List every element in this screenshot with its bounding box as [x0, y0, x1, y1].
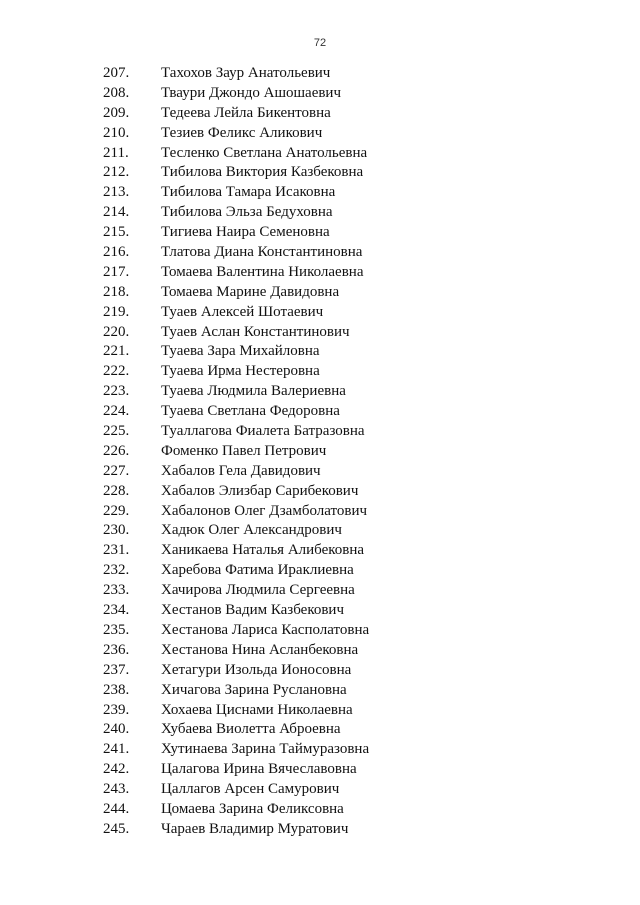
list-item-number: 222. — [103, 363, 130, 380]
list-item-number: 209. — [103, 104, 130, 121]
list-item-number: 239. — [103, 701, 130, 718]
list-item-name: Тахохов Заур Анатольевич — [161, 65, 331, 81]
list-item-name: Цомаева Зарина Феликсовна — [161, 800, 344, 817]
list-item-number: 233. — [103, 582, 130, 599]
list-item-number: 212. — [103, 164, 130, 181]
list-item-name: Тибилова Виктория Казбековна — [161, 164, 364, 181]
list-item-name: Хетагури Изольда Ионосовна — [161, 661, 352, 678]
list-item — [0, 701, 640, 721]
list-item — [0, 641, 640, 661]
list-item-number: 241. — [103, 741, 130, 758]
list-item — [0, 760, 640, 780]
list-item — [0, 601, 640, 621]
list-item-name: Туаллагова Фиалета Батразовна — [161, 423, 365, 440]
list-item-number: 242. — [103, 761, 130, 778]
list-item — [0, 382, 640, 402]
list-item-name: Томаева Марине Давидовна — [161, 283, 340, 300]
list-item — [0, 183, 640, 203]
name-list — [0, 64, 640, 840]
list-item-name: Тедеева Лейла Бикентовна — [161, 104, 331, 121]
list-item — [0, 780, 640, 800]
list-item-name: Хичагова Зарина Руслановна — [161, 681, 347, 698]
list-item — [0, 521, 640, 541]
list-item-number: 210. — [103, 124, 130, 141]
list-item-name: Хабалонов Олег Дзамболатович — [161, 502, 368, 519]
list-item — [0, 283, 640, 303]
list-item-number: 243. — [103, 781, 130, 798]
list-item — [0, 740, 640, 760]
list-item-number: 208. — [103, 84, 130, 101]
list-item-number: 229. — [103, 502, 130, 519]
list-item — [0, 342, 640, 362]
list-item-name: Ханикаева Наталья Алибековна — [161, 542, 365, 559]
list-item-number: 228. — [103, 482, 130, 499]
list-item-name: Тибилова Тамара Исаковна — [161, 184, 336, 201]
list-item-name: Фоменко Павел Петрович — [161, 442, 327, 459]
list-item-number: 240. — [103, 721, 130, 738]
list-item — [0, 800, 640, 820]
list-item-name: Хутинаева Зарина Таймуразовна — [161, 741, 370, 758]
list-item-number: 223. — [103, 383, 130, 400]
list-item-number: 227. — [103, 462, 130, 479]
list-item-name: Туаев Алексей Шотаевич — [161, 303, 324, 320]
list-item-number: 245. — [103, 820, 130, 837]
list-item-number: 215. — [103, 224, 130, 241]
list-item — [0, 621, 640, 641]
list-item-number: 220. — [103, 323, 130, 340]
list-item-number: 235. — [103, 621, 130, 638]
list-item-number: 231. — [103, 542, 130, 559]
list-item-name: Туаев Аслан Константинович — [161, 323, 350, 340]
list-item — [0, 124, 640, 144]
list-item-number: 213. — [103, 184, 130, 201]
list-item — [0, 84, 640, 104]
list-item — [0, 203, 640, 223]
list-item-name: Тигиева Наира Семеновна — [161, 224, 330, 241]
list-item — [0, 541, 640, 561]
list-item-name: Хадюк Олег Александрович — [161, 522, 342, 539]
list-item — [0, 362, 640, 382]
list-item-number: 232. — [103, 562, 130, 579]
list-item — [0, 502, 640, 522]
list-item-name: Туаева Светлана Федоровна — [161, 403, 340, 420]
list-item — [0, 661, 640, 681]
list-item-name: Цалагова Ирина Вячеславовна — [161, 761, 357, 778]
list-item-name: Тваури Джондо Ашошаевич — [161, 84, 342, 101]
list-item-name: Хабалов Элизбар Сарибекович — [161, 482, 359, 499]
list-item-name: Чараев Владимир Муратович — [161, 820, 349, 837]
list-item-name: Хестанова Лариса Касполатовна — [161, 621, 370, 638]
list-item — [0, 681, 640, 701]
list-item — [0, 263, 640, 283]
list-item-name: Туаева Зара Михайловна — [161, 343, 320, 360]
list-item — [0, 323, 640, 343]
list-item-number: 225. — [103, 423, 130, 440]
list-item-name: Хабалов Гела Давидович — [161, 462, 321, 479]
list-item-number: 221. — [103, 343, 130, 360]
list-item — [0, 581, 640, 601]
list-item — [0, 64, 640, 84]
list-item-name: Тесленко Светлана Анатольевна — [161, 144, 368, 161]
list-item — [0, 144, 640, 164]
list-item — [0, 223, 640, 243]
list-item-number: 238. — [103, 681, 130, 698]
list-item-name: Хестанов Вадим Казбекович — [161, 602, 345, 619]
list-item-number: 244. — [103, 800, 130, 817]
list-item-number: 218. — [103, 283, 130, 300]
list-item-number: 230. — [103, 522, 130, 539]
list-item-number: 237. — [103, 661, 130, 678]
page-number: 72 — [313, 37, 327, 49]
list-item-name: Тибилова Эльза Бедуховна — [161, 204, 333, 221]
list-item-number: 236. — [103, 641, 130, 658]
list-item-name: Томаева Валентина Николаевна — [161, 263, 364, 280]
list-item-name: Хохаева Циснами Николаевна — [161, 701, 353, 718]
list-item-number: 211. — [103, 144, 129, 161]
list-item-name: Тлатова Диана Константиновна — [161, 244, 363, 261]
list-item — [0, 104, 640, 124]
list-item — [0, 442, 640, 462]
list-item — [0, 561, 640, 581]
list-item-name: Туаева Людмила Валериевна — [161, 383, 346, 400]
list-item-name: Хубаева Виолетта Аброевна — [161, 721, 341, 738]
list-item — [0, 402, 640, 422]
list-item-number: 219. — [103, 303, 130, 320]
list-item-name: Харебова Фатима Ираклиевна — [161, 562, 354, 579]
list-item-number: 224. — [103, 403, 130, 420]
list-item — [0, 303, 640, 323]
list-item-name: Хестанова Нина Асланбековна — [161, 641, 359, 658]
list-item — [0, 720, 640, 740]
list-item — [0, 163, 640, 183]
list-item-number: 234. — [103, 602, 130, 619]
list-item — [0, 243, 640, 263]
list-item — [0, 422, 640, 442]
list-item-name: Тезиев Феликс Аликович — [161, 124, 323, 141]
list-item — [0, 482, 640, 502]
list-item — [0, 462, 640, 482]
list-item-name: Хачирова Людмила Сергеевна — [161, 582, 355, 599]
list-item-number: 226. — [103, 442, 130, 459]
list-item-number: 216. — [103, 244, 130, 261]
list-item-name: Цаллагов Арсен Самурович — [161, 781, 340, 798]
list-item-name: Туаева Ирма Нестеровна — [161, 363, 320, 380]
list-item — [0, 820, 640, 840]
list-item-number: 207. — [103, 65, 130, 81]
list-item-number: 214. — [103, 204, 130, 221]
list-item-number: 217. — [103, 263, 130, 280]
